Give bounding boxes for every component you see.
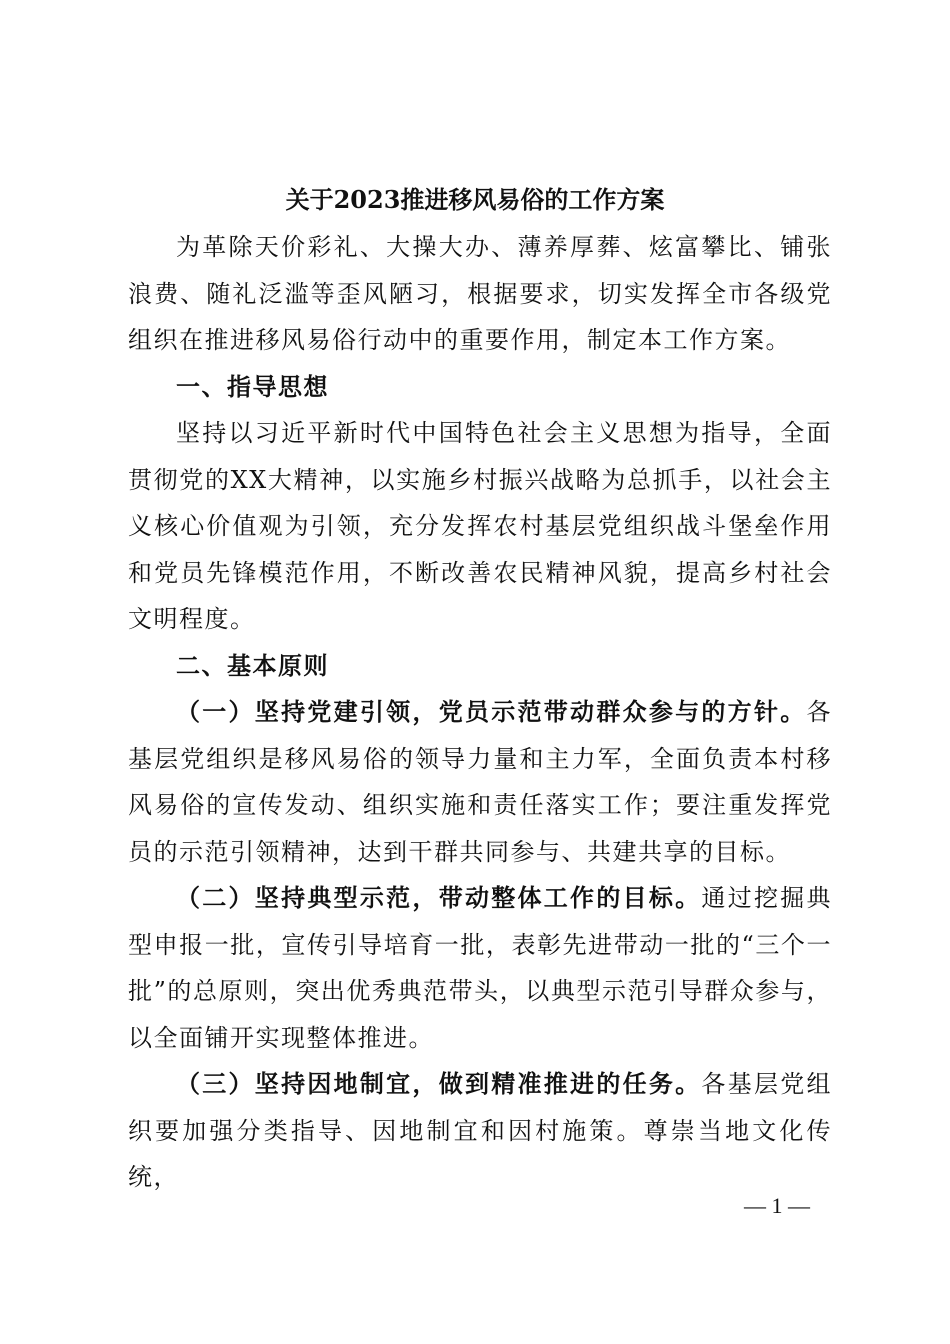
document-body xyxy=(128,224,832,1201)
principle-item-3-lead: （三）坚持因地制宜，做到精准推进的任务。 xyxy=(176,1069,702,1098)
principle-item-1-text: 各基层党组织是移风易俗的领导力量和主力军，全面负责本村移风易俗的宣传发动、组织实施和责任落实工作；要注重发挥党员的示范引领精神，达到干群共同参与、共建共享的目标。 xyxy=(128,698,832,866)
principle-item-2 xyxy=(128,875,832,1061)
section-heading-guiding-ideology: 一、指导思想 xyxy=(176,372,329,401)
section-heading-basic-principles: 二、基本原则 xyxy=(176,651,329,680)
page-number: — 1 — xyxy=(744,1193,810,1218)
principle-item-1-lead: （一）坚持党建引领，党员示范带动群众参与的方针。 xyxy=(176,697,807,726)
principle-item-2-text: 通过挖掘典型申报一批，宣传引导培育一批，表彰先进带动一批的“三个一批”的总原则，突出优秀典范带头，以典型示范引导群众参与，以全面铺开实现整体推进。 xyxy=(128,884,833,1052)
principle-item-2-lead: （二）坚持典型示范，带动整体工作的目标。 xyxy=(176,883,702,912)
principle-item-1 xyxy=(128,689,832,875)
guiding-ideology-paragraph: 坚持以习近平新时代中国特色社会主义思想为指导，全面贯彻党的XX大精神，以实施乡村振兴战略为总抓手，以社会主义核心价值观为引领，充分发挥农村基层党组织战斗堡垒作用和党员先锋模范作用，不断改善农民精神风貌，提高乡村社会文明程度。 xyxy=(128,419,832,633)
intro-paragraph: 为革除天价彩礼、大操大办、薄养厚葬、炫富攀比、铺张浪费、随礼泛滥等歪风陋习，根据要求，切实发挥全市各级党组织在推进移风易俗行动中的重要作用，制定本工作方案。 xyxy=(128,233,832,354)
principle-item-3 xyxy=(128,1061,832,1201)
principle-item-3-text: 各基层党组织要加强分类指导、因地制宜和因村施策。尊崇当地文化传统， xyxy=(128,1070,833,1191)
document-title: 关于2023推进移风易俗的工作方案 xyxy=(285,185,665,214)
